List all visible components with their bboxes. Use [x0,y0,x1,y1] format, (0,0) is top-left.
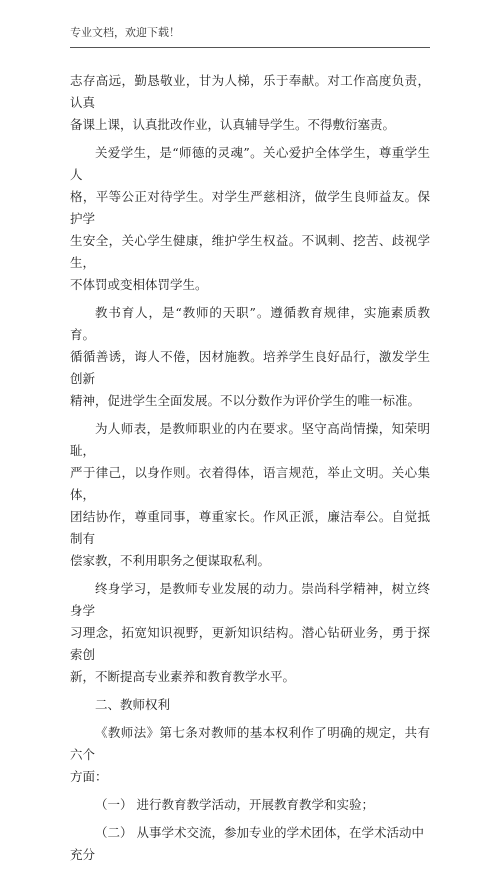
text-line: 精神，促进学生全面发展。不以分数作为评价学生的唯一标准。 [70,393,421,408]
text-line: 方面： [70,769,108,784]
header-divider [70,47,430,48]
text-line: 偿家教，不利用职务之便谋取私利。 [70,553,271,568]
paragraph-care-students [70,142,430,296]
list-marker: （一） [95,797,133,812]
text-line: 为人师表，是教师职业的内在要求。坚守高尚情操，知荣明耻， [70,421,430,458]
text-line: 备课上课，认真批改作业，认真辅导学生。不得敷衍塞责。 [70,117,396,132]
paragraph-role-model [70,418,430,572]
text-line: 教书育人，是“教师的天职”。遵循教育规律，实施素质教育。 [70,305,430,342]
list-item [70,794,430,816]
text-line: 习理念，拓宽知识视野，更新知识结构。潜心钻研业务，勇于探索创 [70,625,430,662]
list-text: 从事学术交流，参加专业的学术团体，在学术活动中充分 [70,825,425,862]
list-item [70,822,430,866]
text-line: 《教师法》第七条对教师的基本权利作了明确的规定，共有六个 [70,725,430,762]
section-heading [70,694,430,716]
document-body [70,70,430,872]
text-line: 不体罚或变相体罚学生。 [70,277,208,292]
text-line: 志存高远，勤恳敬业，甘为人梯，乐于奉献。对工作高度负责，认真 [70,73,430,110]
heading-line: 二、教师权利 [95,697,171,712]
text-line: 终身学习，是教师专业发展的动力。崇尚科学精神，树立终身学 [70,581,430,618]
paragraph-duty [70,70,430,136]
text-line: 严于律己，以身作则。衣着得体，语言规范，举止文明。关心集体， [70,465,430,502]
page-header: 专业文档，欢迎下载！ [70,26,180,39]
paragraph-lifelong-learning [70,578,430,688]
paragraph-teacher-law [70,722,430,788]
text-line: 循循善诱，诲人不倦，因材施教。培养学生良好品行，激发学生创新 [70,349,430,386]
text-line: 关爱学生，是“师德的灵魂”。关心爱护全体学生，尊重学生人 [70,145,430,182]
text-line: 生安全，关心学生健康，维护学生权益。不讽刺、挖苦、歧视学生， [70,233,430,270]
paragraph-teaching [70,302,430,412]
list-marker: （二） [95,825,133,840]
list-text: 进行教育教学活动，开展教育教学和实验； [136,797,375,812]
text-line: 新，不断提高专业素养和教育教学水平。 [70,669,296,684]
text-line: 格，平等公正对待学生。对学生严慈相济，做学生良师益友。保护学 [70,189,430,226]
text-line: 团结协作，尊重同事，尊重家长。作风正派，廉洁奉公。自觉抵制有 [70,509,430,546]
